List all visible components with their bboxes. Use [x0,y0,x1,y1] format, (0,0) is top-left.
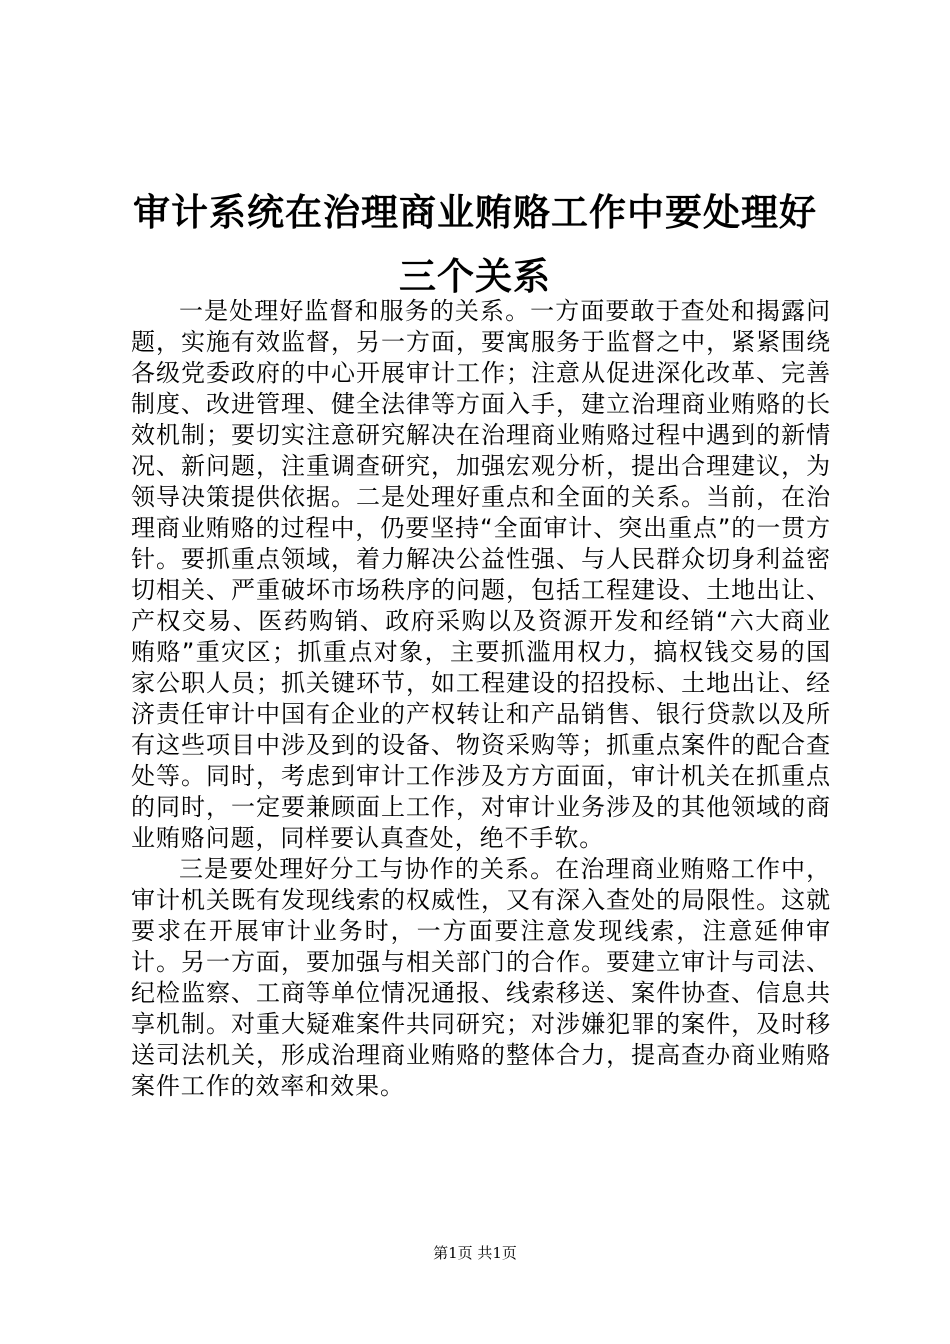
paragraph-1: 一是处理好监督和服务的关系。一方面要敢于查处和揭露问题，实施有效监督，另一方面，要寓服务于监督之中，紧紧围绕各级党委政府的中心开展审计工作；注意从促进深化改革、完善制度、改进管理、健全法律等方面入手，建立治理商业贿赂的长效机制；要切实注意研究解决在治理商业贿赂过程中遇到的新情况、新问题，注重调查研究，加强宏观分析，提出合理建议，为领导决策提供依据。二是处理好重点和全面的关系。当前，在治理商业贿赂的过程中，仍要坚持“全面审计、突出重点”的一贯方针。要抓重点领域，着力解决公益性强、与人民群众切身利益密切相关、严重破坏市场秩序的问题，包括工程建设、土地出让、产权交易、医药购销、政府采购以及资源开发和经销“六大商业贿赂”重灾区；抓重点对象，主要抓滥用权力，搞权钱交易的国家公职人员；抓关键环节，如工程建设的招投标、土地出让、经济责任审计中国有企业的产权转让和产品销售、银行贷款以及所有这些项目中涉及到的设备、物资采购等；抓重点案件的配合查处等。同时，考虑到审计工作涉及方方面面，审计机关在抓重点的同时，一定要兼顾面上工作，对审计业务涉及的其他领域的商业贿赂问题，同样要认真查处，绝不手软。 [131,297,831,852]
document-body [131,296,831,1102]
page-footer: 第1页 共1页 [433,1244,517,1262]
paragraph-2: 三是要处理好分工与协作的关系。在治理商业贿赂工作中，审计机关既有发现线索的权威性，又有深入查处的局限性。这就要求在开展审计业务时，一方面要注意发现线索，注意延伸审计。另一方面，要加强与相关部门的合作。要建立审计与司法、纪检监察、工商等单位情况通报、线索移送、案件协查、信息共享机制。对重大疑难案件共同研究；对涉嫌犯罪的案件，及时移送司法机关，形成治理商业贿赂的整体合力，提高查办商业贿赂案件工作的效率和效果。 [131,855,831,1100]
document-title: 审计系统在治理商业贿赂工作中要处理好三个关系 [133,190,817,298]
